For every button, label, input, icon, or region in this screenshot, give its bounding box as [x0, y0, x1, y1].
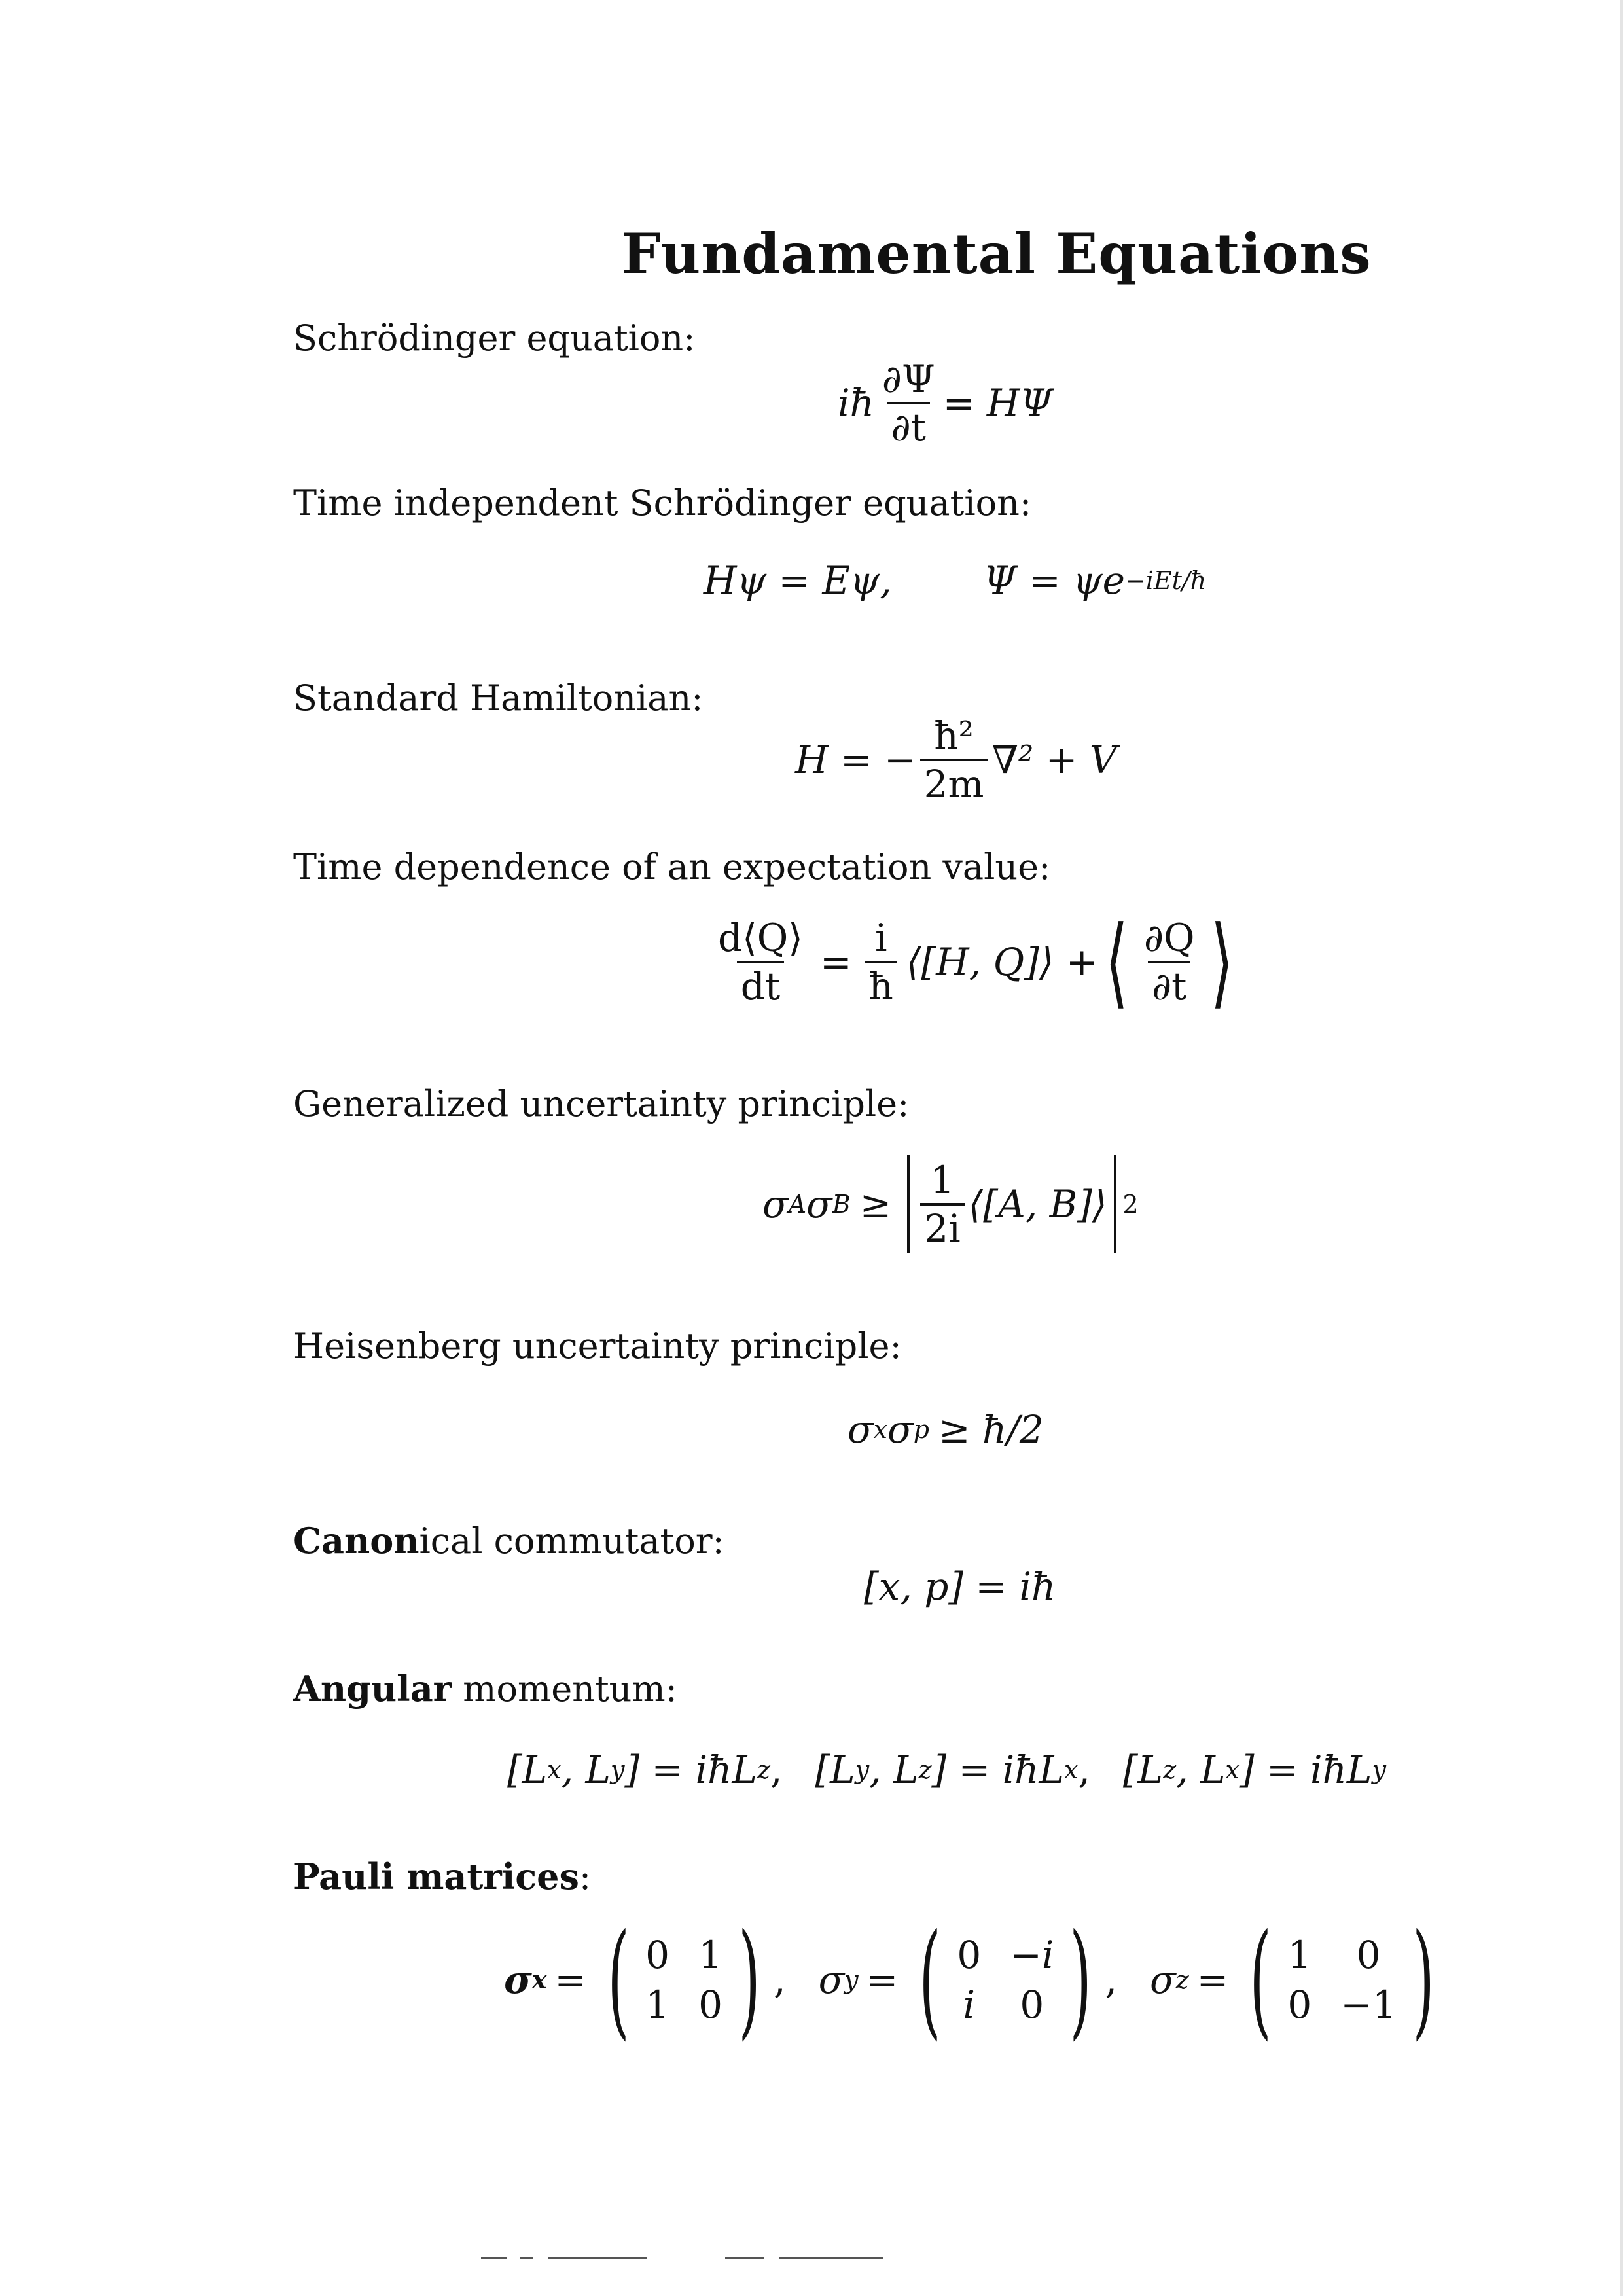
- page-title: Fundamental Equations: [622, 221, 1372, 286]
- label-angular: Angular momentum:: [293, 1668, 677, 1710]
- matrix-sigma-x: 0 1 1 0: [645, 1933, 722, 2027]
- equation-hamiltonian: H = − $\frac{\text{ħ²}}{2m}$ ∇² + V: [795, 713, 1117, 806]
- footer-rule: [481, 2257, 507, 2259]
- matrix-sigma-y: 0 −i i 0: [957, 1933, 1054, 2027]
- label-pauli: Pauli matrices:: [293, 1856, 592, 1897]
- equation-generalized-uncertainty: σ A σ B ≥ $\frac{1}{2i}$ ⟨[A, B]⟩ 2: [762, 1155, 1139, 1253]
- label-generalized-uncertainty: Generalized uncertainty principle:: [293, 1083, 910, 1124]
- label-canonical: Canonical commutator:: [293, 1520, 724, 1562]
- label-heisenberg: Heisenberg uncertainty principle:: [293, 1325, 902, 1367]
- footer-rule: [779, 2257, 883, 2259]
- label-expectation: Time dependence of an expectation value:: [293, 846, 1051, 888]
- page-edge: [1620, 0, 1623, 2296]
- footer-rule: [520, 2257, 533, 2259]
- equation-expectation: $\frac{d⟨Q⟩}{dt}$ = $\frac{i}{ħ}$ ⟨[H, Q]⟩ + ⟨ $\frac{\partial Q}{\partial t}$ ⟩: [718, 905, 1234, 1019]
- matrix-sigma-z: 1 0 0 −1: [1287, 1933, 1397, 2027]
- label-schrodinger: Schrödinger equation:: [293, 317, 696, 359]
- footer-rule: [725, 2257, 764, 2259]
- equation-schrodinger: iħ $\frac{\partial\Psi}{\partial t}$ = HΨ: [838, 357, 1054, 450]
- equation-canonical: [x, p] = iħ: [864, 1564, 1056, 1609]
- label-hamiltonian: Standard Hamiltonian:: [293, 677, 704, 719]
- footer-rule: [548, 2257, 647, 2259]
- equation-time-independent: Hψ = Eψ, Ψ = ψe −iEt/ħ: [704, 558, 1207, 603]
- label-time-independent: Time independent Schrödinger equation:: [293, 482, 1032, 524]
- equation-angular: [L x , L y ] = iħL z , [L y , L z ] = iħL x , [L z , L x ] = iħL y: [507, 1748, 1386, 1792]
- equation-heisenberg: σ x σ p ≥ ħ/2: [847, 1407, 1044, 1452]
- equation-pauli: σ x = ( 0 1 1 0 ) , σ y = ( 0 −i i 0 ) , σ z = ( 1 0 0 −1 ): [504, 1907, 1435, 2052]
